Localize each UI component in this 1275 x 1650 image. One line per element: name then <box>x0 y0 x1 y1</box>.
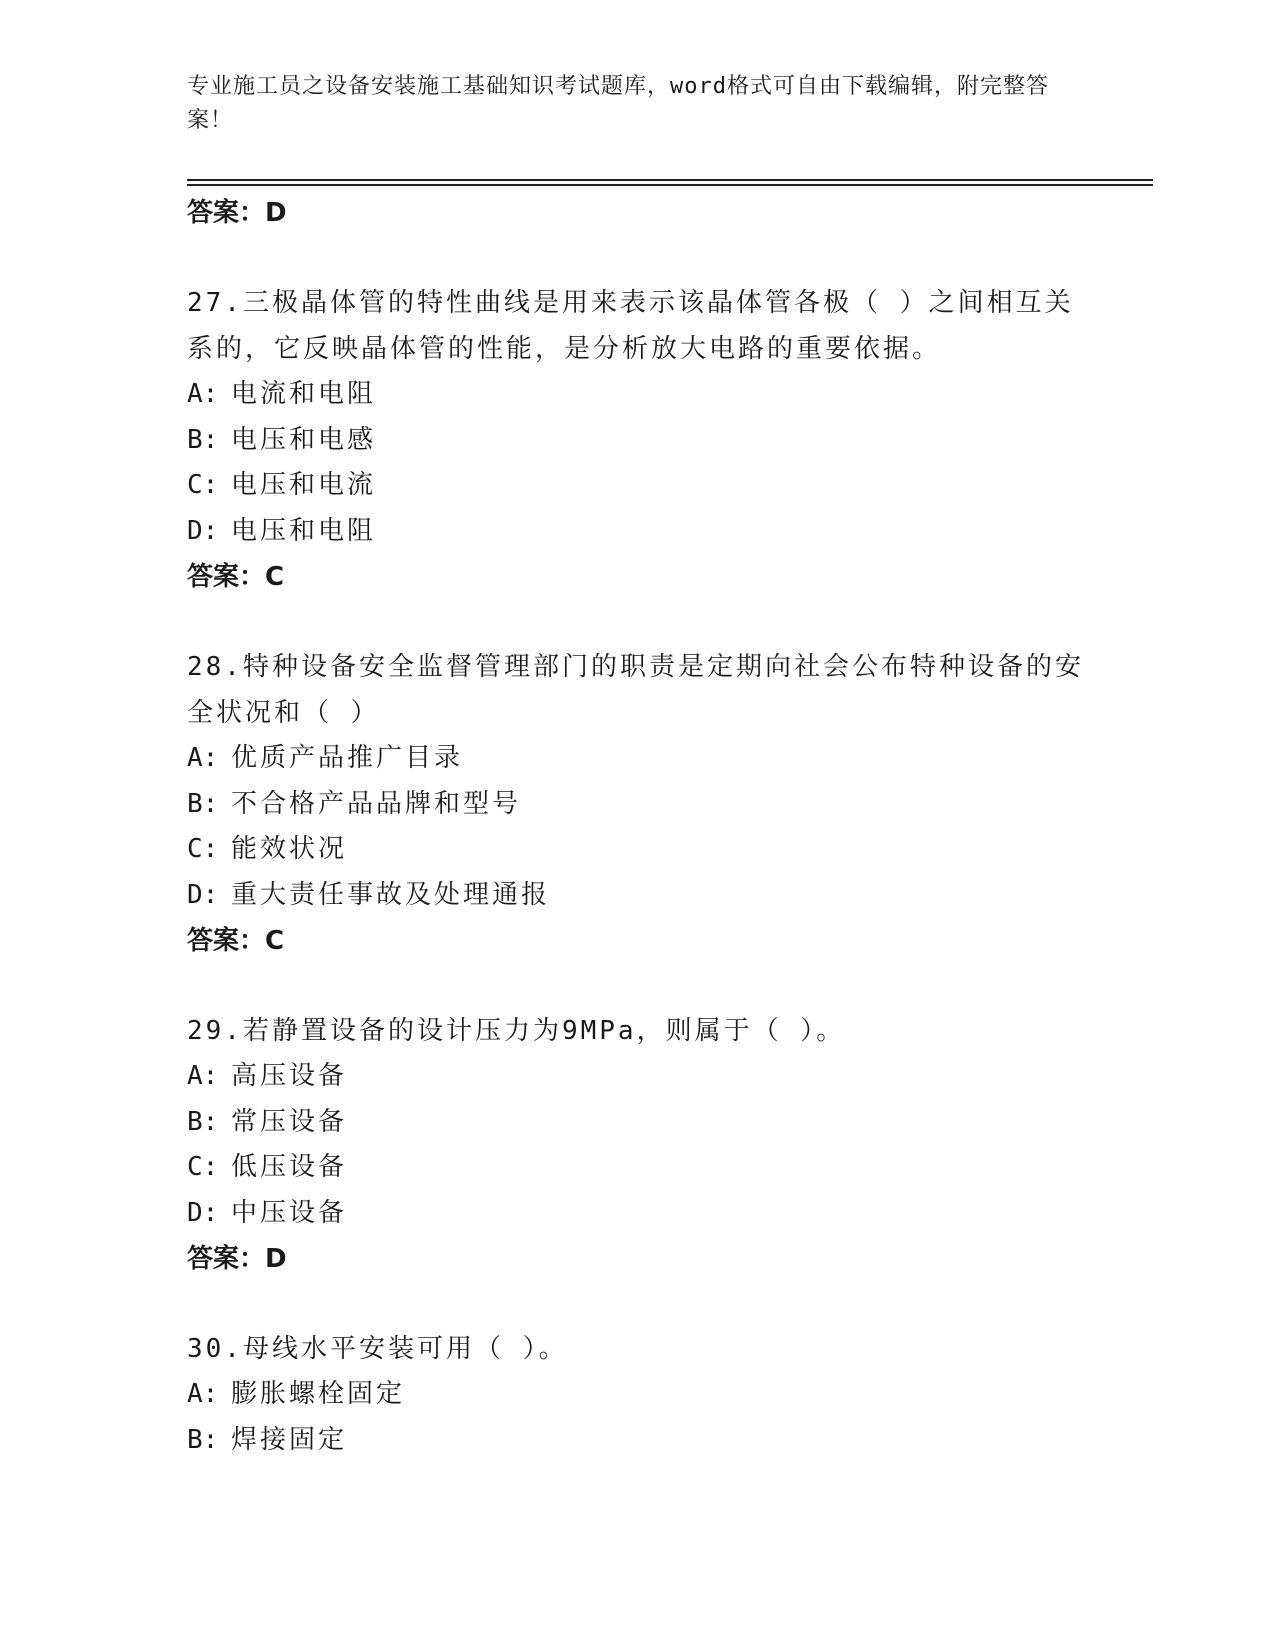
option-letter: B: <box>187 424 219 455</box>
option-text: 常压设备 <box>231 1106 348 1137</box>
option-letter: A: <box>187 379 219 409</box>
option-b <box>187 1100 1087 1146</box>
document-header <box>187 70 1067 138</box>
option-letter: D: <box>187 879 219 910</box>
question-text: 30.母线水平安装可用（ ）。 <box>187 1334 568 1364</box>
option-letter: C: <box>187 834 219 864</box>
header-divider-top <box>187 179 1153 181</box>
option-c <box>187 463 1087 509</box>
option-letter: C: <box>187 470 219 500</box>
option-letter: A: <box>187 743 219 773</box>
question-text: 29.若静置设备的设计压力为9MPa，则属于（ ）。 <box>187 1016 846 1046</box>
option-text: 焊接固定 <box>231 1424 348 1455</box>
option-b <box>187 782 1087 828</box>
option-d <box>187 1191 1087 1237</box>
option-text: 不合格产品品牌和型号 <box>231 788 522 819</box>
option-a <box>187 1054 1087 1100</box>
option-text: 电压和电流 <box>231 470 377 500</box>
question-block <box>187 644 1087 964</box>
option-text: 膨胀螺栓固定 <box>231 1379 406 1409</box>
option-letter: B: <box>187 1424 219 1455</box>
option-text: 高压设备 <box>231 1061 348 1091</box>
option-text: 电流和电阻 <box>231 379 377 409</box>
option-text: 优质产品推广目录 <box>231 743 464 773</box>
option-letter: C: <box>187 1152 219 1182</box>
option-d <box>187 509 1087 555</box>
option-a <box>187 372 1087 418</box>
document-body <box>187 190 1087 1463</box>
header-text: 专业施工员之设备安装施工基础知识考试题库，word格式可自由下载编辑，附完整答案！ <box>187 74 1049 133</box>
option-a <box>187 1372 1087 1418</box>
question-text: 27.三极晶体管的特性曲线是用来表示该晶体管各极（ ）之间相互关系的，它反映晶体管的性能，是分析放大电路的重要依据。 <box>187 288 1074 364</box>
header-divider-bottom <box>187 184 1153 186</box>
option-c <box>187 1145 1087 1191</box>
option-text: 电压和电感 <box>231 424 377 455</box>
option-letter: A: <box>187 1379 219 1409</box>
option-letter: B: <box>187 1106 219 1137</box>
option-text: 能效状况 <box>231 834 348 864</box>
option-b <box>187 1418 1087 1464</box>
question-text: 28.特种设备安全监督管理部门的职责是定期向社会公布特种设备的安全状况和（ ） <box>187 652 1084 728</box>
option-text: 重大责任事故及处理通报 <box>231 879 551 910</box>
answer-line: 答案：C <box>187 562 285 592</box>
answer-line: 答案：D <box>187 1244 287 1274</box>
option-letter: D: <box>187 515 219 546</box>
option-letter: B: <box>187 788 219 819</box>
answer-line: 答案：D <box>187 198 287 228</box>
option-text: 中压设备 <box>231 1197 348 1228</box>
option-a <box>187 736 1087 782</box>
option-text: 电压和电阻 <box>231 515 377 546</box>
option-b <box>187 418 1087 464</box>
question-block <box>187 1326 1087 1463</box>
option-letter: D: <box>187 1197 219 1228</box>
option-letter: A: <box>187 1061 219 1091</box>
option-c <box>187 827 1087 873</box>
question-block <box>187 1008 1087 1282</box>
option-d <box>187 873 1087 919</box>
answer-line: 答案：C <box>187 926 285 956</box>
option-text: 低压设备 <box>231 1152 348 1182</box>
question-block <box>187 280 1087 600</box>
